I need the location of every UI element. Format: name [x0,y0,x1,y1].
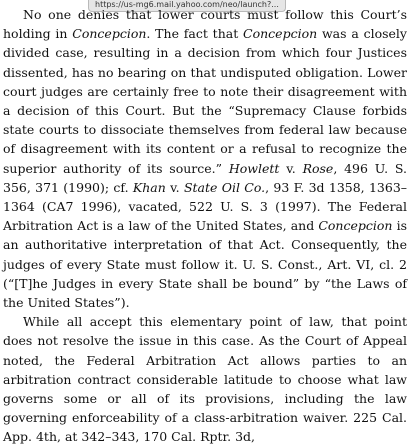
paragraph-2 [3,312,407,446]
italic-run: Concepcion [72,26,147,42]
italic-run: Howlett [228,160,280,176]
opinion-text [3,5,407,447]
paragraph-1 [3,5,407,312]
text-run: was a closely divided case, resulting in a decision from which four Justices dissented, has no bearing on that undisputed obligation. Lower court judges are certainly free to note their disagreement with a decision of this Court. But the “Supremacy Clause forbids state courts to dissociate themselves from federal law because of disagreement with its content or a refusal to recognize the superior authority of its source.” [3,26,407,176]
italic-run: Concepcion [318,218,393,234]
text-run: . The fact that [146,26,244,42]
browser-url-bar[interactable]: https://us-mg6.mail.yahoo.com/neo/launch?... [88,0,286,12]
text-run: v. [279,160,303,176]
text-run: , 496 U. S. 356, 371 (1990); cf. [3,160,407,195]
text-run: While all accept this elementary point of law, that point does not resolve the issue in this case. As the Court of Appeal noted, the Federal Arbitration Act allows parties to an arbitration contract considerable latitude to choose what law governs some or all of its provisions, including the law governing enforceability of a class-arbitration waiver. 225 Cal. App. 4th, at 342–343, 170 Cal. Rptr. 3d, [3,314,407,445]
text-run: No one denies that lower courts must follow this Court’s holding in [3,7,407,42]
italic-run: Concepcion [243,26,318,42]
text-run: , 93 F. 3d 1358, 1363–1364 (CA7 1996), vacated, 522 U. S. 3 (1997). The Federal Arbitration Act is a law of the United States, and [3,179,408,234]
text-run: is an authoritative interpretation of that Act. Consequently, the judges of every State must follow it. U. S. Const., Art. VI, cl. 2 (“[T]he Judges in every State shall be bound” by “the Laws of the United States”). [3,218,407,311]
italic-run: State Oil Co. [183,179,266,195]
italic-run: Khan [132,179,166,195]
text-run: v. [165,179,184,195]
italic-run: Rose [302,160,334,176]
